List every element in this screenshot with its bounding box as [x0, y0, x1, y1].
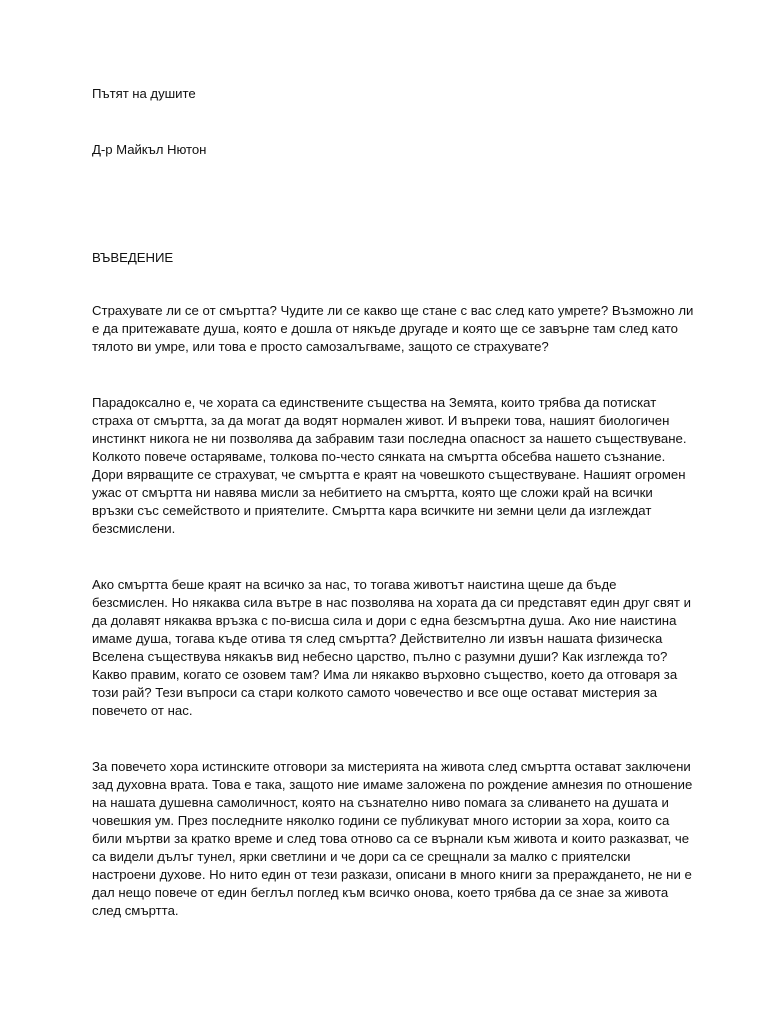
paragraph-2: Парадоксално е, че хората са единствените същества на Земята, които трябва да потискат страха от смъртта, за да могат да водят нормален живот. И въпреки това, нашият биологичен инстинкт никога не ни позволява да забравим тази последна опасност за нашето съществуване. Колкото повече остаряваме, толкова по-често сянката на смъртта обсебва нашето съзнание. Дори вярващите се страхуват, че смъртта е краят на човешкото съществуване. Нашият огромен ужас от смъртта ни навява мисли за небитието на смъртта, която ще сложи край на всички връзки със семейството и приятелите. Смъртта кара всичките ни земни цели да изглеждат безсмислени.: [92, 395, 687, 536]
paragraph-4: За повечето хора истинските отговори за мистерията на живота след смъртта остават заключени зад духовна врата. Това е така, защото ние имаме заложена по рождение амнезия по отношение на нашата душевна самоличност, която на съзнателно ниво помага за сливането на душата и човешкия ум. През последните няколко години се публикуват много истории за хора, които са били мъртви за кратко време и след това отново са се върнали към живота и които разказват, че са видели дълъг тунел, ярки светлини и че дори са се срещнали за малко с приятелски настроени духове. Но нито един от тези разкази, описани в много книги за прераждането, не ни е дал нещо повече от един беглъл поглед към всичко онова, което трябва да се знае за живота след смъртта.: [92, 759, 693, 918]
book-title: Пътят на душите: [92, 86, 196, 101]
paragraph-1: Страхувате ли се от смъртта? Чудите ли се какво ще стане с вас след като умрете? Възможно ли е да притежавате душа, която е дошла от някъде другаде и която ще се завърне там след като тялото ви умре, или това е просто самозалъгваме, защото се страхувате?: [92, 303, 694, 354]
section-heading: ВЪВЕДЕНИЕ: [92, 250, 174, 265]
book-author: Д-р Майкъл Нютон: [92, 142, 207, 157]
paragraph-3: Ако смъртта беше краят на всичко за нас, то тогава животът наистина щеше да бъде безсмислен. Но някаква сила вътре в нас позволява на хората да си представят един друг свят и да долавят някаква връзка с по-висша сила и дори с една безсмъртна душа. Ако ние наистина имаме душа, тогава къде отива тя след смъртта? Действително ли извън нашата физическа Вселена съществува някакъв вид небесно царство, пълно с разумни души? Как изглежда то? Какво правим, когато се озовем там? Има ли някакво върховно същество, което да отговаря за този рай? Тези въпроси са стари колкото самото човечество и все още остават мистерия за повечето от нас.: [92, 577, 691, 718]
